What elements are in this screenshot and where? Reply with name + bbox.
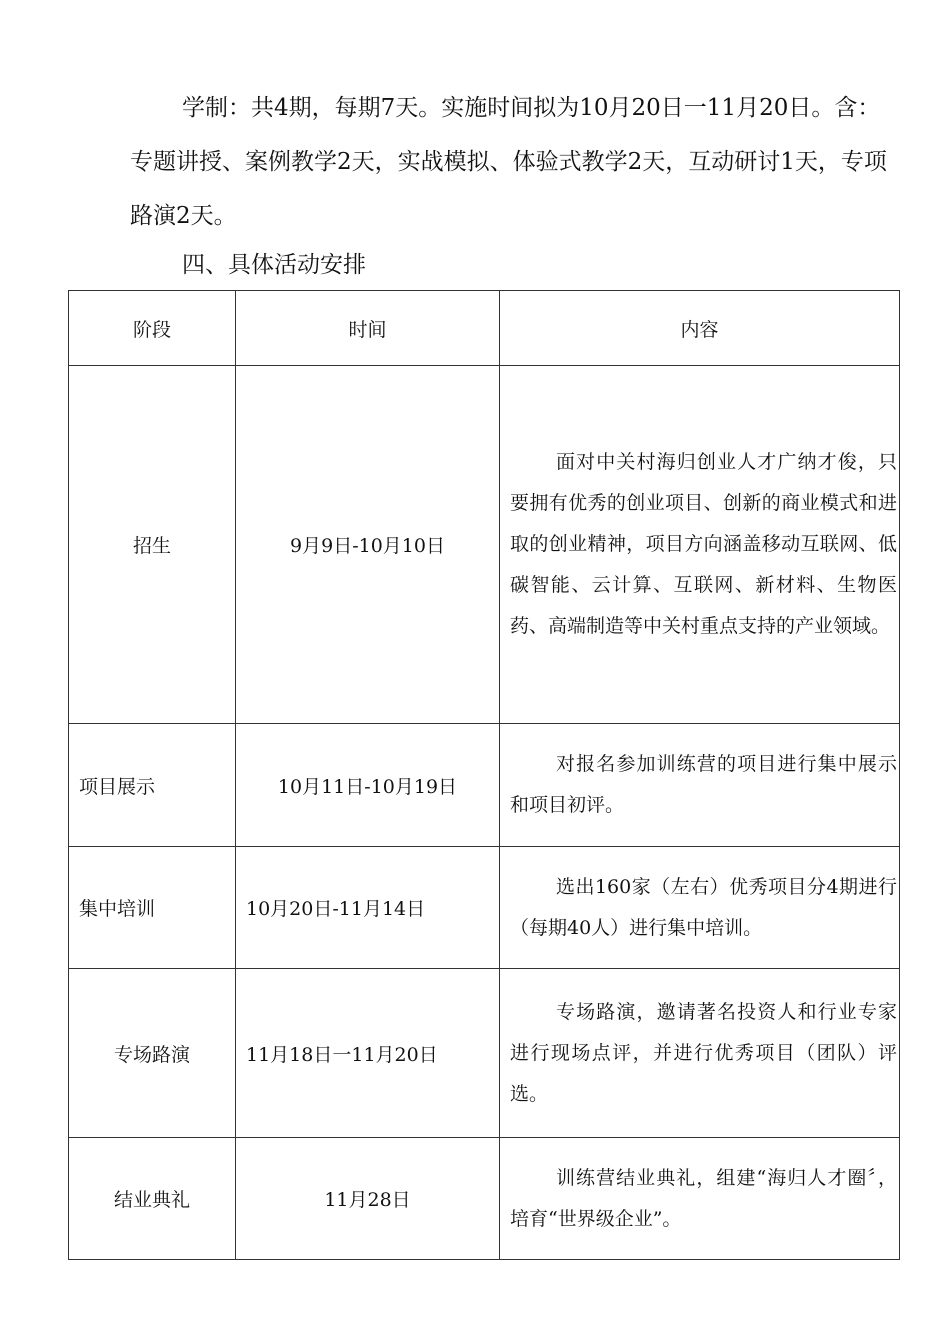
stage-cell: 专场路演 bbox=[69, 969, 236, 1138]
header-time: 时间 bbox=[236, 291, 500, 366]
table-row bbox=[69, 847, 900, 969]
time-cell: 10月11日-10月19日 bbox=[236, 724, 500, 847]
time-cell: 10月20日-11月14日 bbox=[236, 847, 500, 969]
table-header-row bbox=[69, 291, 900, 366]
content-cell: 选出160家（左右）优秀项目分4期进行（每期40人）进行集中培训。 bbox=[500, 847, 900, 969]
stage-cell: 招生 bbox=[69, 366, 236, 724]
table-row bbox=[69, 969, 900, 1138]
time-cell: 9月9日-10月10日 bbox=[236, 366, 500, 724]
table-row bbox=[69, 1138, 900, 1260]
time-cell: 11月18日一11月20日 bbox=[236, 969, 500, 1138]
header-stage: 阶段 bbox=[69, 291, 236, 366]
intro-paragraph: 学制：共4期，每期7天。实施时间拟为10月20日一11月20日。含：专题讲授、案例教学2天，实战模拟、体验式教学2天，互动研讨1天，专项路演2天。 bbox=[130, 95, 887, 229]
content-cell: 专场路演，邀请著名投资人和行业专家进行现场点评，并进行优秀项目（团队）评选。 bbox=[500, 969, 900, 1138]
content-cell: 对报名参加训练营的项目进行集中展示和项目初评。 bbox=[500, 724, 900, 847]
table-row bbox=[69, 366, 900, 724]
header-content: 内容 bbox=[500, 291, 900, 366]
time-cell: 11月28日 bbox=[236, 1138, 500, 1260]
section-heading: 四、具体活动安排 bbox=[182, 252, 366, 278]
content-cell: 面对中关村海归创业人才广纳才俊，只要拥有优秀的创业项目、创新的商业模式和进取的创业精神，项目方向涵盖移动互联网、低碳智能、云计算、互联网、新材料、生物医药、高端制造等中关村重点支持的产业领域。 bbox=[500, 366, 900, 724]
stage-cell: 结业典礼 bbox=[69, 1138, 236, 1260]
content-cell: 训练营结业典礼，组建“海归人才圈〞，培育“世界级企业”。 bbox=[500, 1138, 900, 1260]
activity-schedule-table bbox=[68, 290, 900, 1260]
table-row bbox=[69, 724, 900, 847]
stage-cell: 集中培训 bbox=[69, 847, 236, 969]
stage-cell: 项目展示 bbox=[69, 724, 236, 847]
